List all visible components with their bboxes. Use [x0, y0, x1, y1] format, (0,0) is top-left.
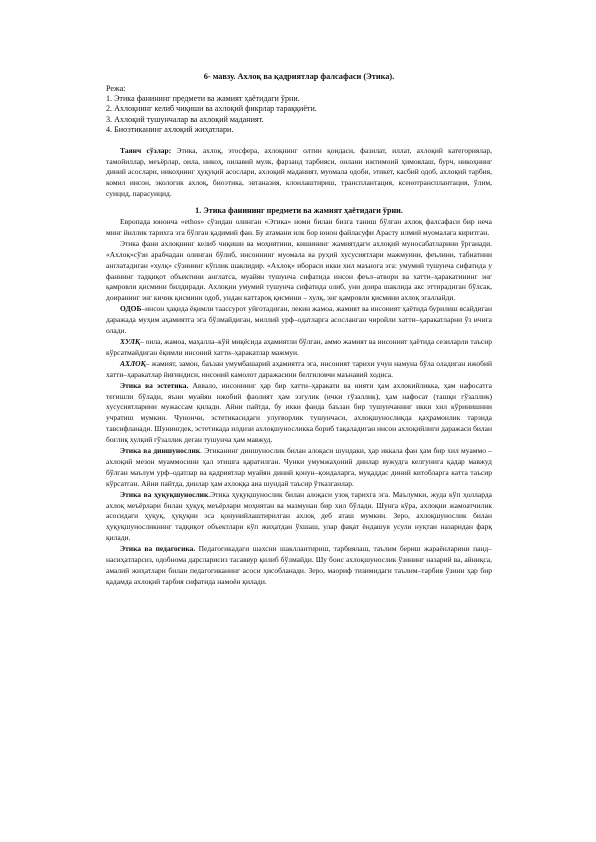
document-title: 6- мавзу. Ахлоқ ва қадриятлар фалсафаси (Этика). [203, 72, 395, 81]
plan-item: 3. Ахлоқий тушунчалар ва ахлоқий маданият. [106, 114, 264, 124]
term-odob: ОДОБ [120, 304, 142, 314]
relation-paragraph [106, 446, 492, 490]
term-akhloq: АХЛОҚ [120, 358, 146, 368]
paragraph-text: Этика фани ахлоқнинг келиб чиқиши ва моҳиятини, кишининг жамиятдаги ахлоқий муносабатларини ўрганади. «Ахлоқ»сўзи арабчадан олинган бўлиб, инсоннинг муомала ва руҳий хусусиятлари мажмуини, феълини, табиатини англатадиган «хулқ» сўзининг кўплик шаклидир. «Ахлоқ» ибораси икки хил маънога эга: умумий тушунча сифатида у фаннинг тадқиқот объектини англатса, муайян тушунча сифатида инсон феъл–атвори ва хатти–ҳаракатининг энг қамровли қисмини билдиради. Ахлоқни умумий тушунча сифатида олиб, уни доира шаклида акс эттирадиган бўлсак, доиранинг энг кичик қисмини одоб, ундан каттароқ қисмини – хулқ, энг қамровли қисмини ахлоқ эгаллайди. [106, 238, 492, 303]
keywords-paragraph [106, 146, 492, 200]
plan-item: 2. Ахлоқнинг келиб чиқиши ва ахлоқий фикрлар тараққиёти. [106, 104, 317, 114]
relation-paragraph [106, 544, 492, 588]
subheading-pedagogy: Этика ва педагогика. [120, 544, 196, 554]
keywords-text: Этика, ахлоқ, этосфера, ахлоқнинг олтин қоидаси, фазилат, иллат, ахлоқий категориялар, тамойиллар, меъёрлар, оила, никоҳ, оилавий мулк, фарзанд тарбияси, оилани ижтимоий ҳимоялаш, бурч, никоҳнинг диний асослари, никоҳнинг ҳуқуқий асослари, ахлоқий маданият, муомала одоби, этикет, касбий одоб, ахлоқий тарбия, комил инсон, экологик ахлоқ, биоэтика, эвтаназия, клонлаштириш, трансплантация, ксенотрансплантация, ўлим, суицид, парасуицид. [106, 146, 492, 198]
paragraph-text: Аввало, инсоннинг ҳар бир хатти–ҳаракати ва нияти ҳам ахлокийликка, ҳам нафосатга тегишли бўлади, яъни муайян ижобий фаолият ҳам эзгулик (ички гўзаллик), ҳам нафосат (ташқи гўзаллик) хусусиятларини мужассам қилади. Айни пайтда, бу икки фанда баъзан бир тушунчанинг икки хил кўринишини учратиш мумкин. Чунончи, эстетикасидаги улуғворлик тушунчаси, ахлоқшуносликда қаҳрамонлик тарзида тавсифланади. Шунингдек, эстетикада илдизи ахлоқшуносликка бориб тақаладиган инсон ахлоқийлиги даражаси билан боғлиқ хулқий гўзаллик деган тушунча ҳам мавжуд. [106, 380, 492, 445]
plan-block [106, 84, 492, 137]
definition-paragraph [106, 304, 492, 337]
plan-item: 4. Биоэтиканинг ахлоқий жиҳатлари. [106, 125, 234, 135]
relation-paragraph [106, 490, 492, 545]
definition-paragraph [106, 337, 492, 359]
paragraph-text: Педагогикадаги шахсни шакллантириш, тарбиялаш, таълим бериш жараёнларини панд–насиҳатларсиз, одобнома дарсларисиз тасаввур қилиб бўлмайди. Шу боис ахлоқшунослик ўзининг назарий ва, айниқса, амалий жиҳатлари билан педагогиканинг асоси ҳисобланади. Зеро, маориф тизимидаги таълим–тарбия ўзини ҳар бир қадамда ахлоқий тарбия сифатида намоён қилади. [106, 544, 492, 586]
definition-paragraph [106, 359, 492, 381]
body-paragraph [106, 217, 492, 239]
paragraph-text: –инсон ҳақида ёқимли таассурот уйғотадиган, лекин жамоа, жамият ва инсоният ҳаётида бурилиш ясайдиган даражада муҳим аҳамиятга эга бўлмайдиган, миллий урф–одатларга асосланган чиройли хатти–ҳаракатларни ўз ичига олади. [106, 304, 492, 336]
section-title: 1. Этика фанининг предмети ва жамият ҳаётидаги ўрни. [195, 205, 403, 215]
plan-item: 1. Этика фанининг предмети ва жамият ҳаётидаги ўрни. [106, 93, 300, 103]
subheading-religion: Этика ва диншунослик [120, 446, 201, 456]
document-page [106, 72, 492, 588]
subheading-aesthetics: Этика ва эстетика. [120, 380, 189, 390]
relation-paragraph [106, 381, 492, 446]
paragraph-text: – жамият, замон, баъзан умумбашарий аҳамиятга эга, инсоният тарихи учун намуна бўла оладиган ижобий хатти–ҳаракатлар йиғиндиси, инсоний камолот даражасини белгиловчи маънавий ходиса. [106, 358, 492, 379]
term-khulq: ХУЛҚ [120, 336, 140, 346]
paragraph-text: .Этика ҳуқуқшунослик билан алоқаси узоқ тарихга эга. Маълумки, жуда кўп ҳолларда ахлоқ меъёрлари билан ҳуқуқ меъёрлари моҳиятан ва мазмунан бир хил бўлади. Шунга кўра, ахлоқни жамоатчилик асосидаги ҳуқуқ, ҳуқуқни эса қонунийлаштирилган ахлоқ деб аташ мумкин. Зеро, ахлоқшунослик билан ҳуқуқшуносликнинг тадқиқот объектлари кўп жиҳатдан ўхшаш, улар фақат ёндашув усули нуқтаи назаридан фарқ қилади. [106, 489, 492, 543]
paragraph-text: Европада юнонча «ethos» сўзидан олинган «Этика» номи билан бизга таниш бўлган ахлоқ фалсафаси бир неча минг йиллик тарихга эга бўлган қадимий фан. Бу атамани илк бор юнон файласуфи Арасту илмий муомалага киритган. [106, 217, 492, 237]
paragraph-text: – оила, жамоа, маҳалла–кўй миқёсида аҳамиятли бўлган, аммо жамият ва инсоният ҳаётида сезиларли таъсир кўрсатмайдиган ёқимли инсоний хатти–ҳаракатлар мажмуи. [106, 336, 492, 357]
paragraph-text: . Этиканинг диншунослик билан алоқаси шундаки, ҳар иккала фан ҳам бир хил муаммо – ахлоқий мезон муаммосини ҳал этишга қаратилган. Чунки умумжаҳоний динлар вужудга келгунига қадар мавжуд бўлган маълум урф–одатлар ва қадриятлар муайян диний қонун–қоидаларга, муқаддас диний китобларга катта таъсир кўрсатган. Айни пайтда, динлар ҳам ахлоққа аиа шундай таъсир ўтказганлар. [106, 446, 492, 488]
plan-label: Режа: [106, 83, 126, 93]
body-paragraph [106, 239, 492, 304]
keywords-label: Таянч сўзлар: [120, 146, 172, 156]
subheading-law: Этика ва ҳуқуқшунослик [120, 489, 209, 499]
